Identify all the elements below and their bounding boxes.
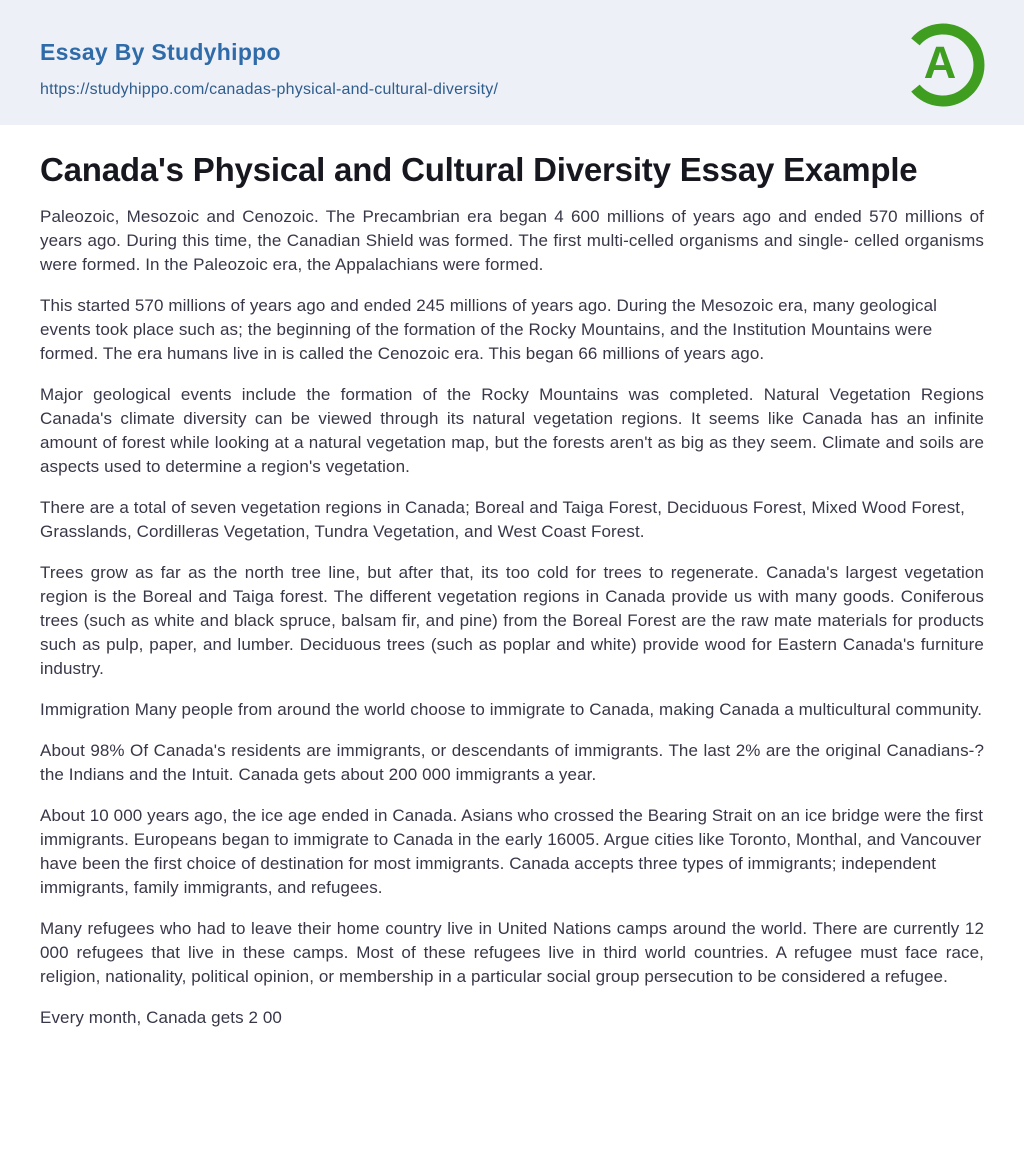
byline: Essay By Studyhippo (40, 39, 281, 66)
essay-paragraph: There are a total of seven vegetation regions in Canada; Boreal and Taiga Forest, Deciduous Forest, Mixed Wood Forest, Grasslands, Cordilleras Vegetation, Tundra Vegetation, and West Coast Forest. (40, 498, 965, 541)
studyhippo-logo (900, 18, 986, 110)
essay-paragraph: About 10 000 years ago, the ice age ended in Canada. Asians who crossed the Bearing Strait on an ice bridge were the first immigrants. Europeans began to immigrate to Canada in the early 16005. Argue cities like Toronto, Monthal, and Vancouver have been the first choice of destination for most immigrants. Canada accepts three types of immigrants; independent immigrants, family immigrants, and refugees. (40, 806, 984, 897)
header (0, 0, 1024, 125)
essay-paragraph: Immigration Many people from around the world choose to immigrate to Canada, making Canada a multicultural community. (40, 700, 983, 719)
essay-paragraph: Major geological events include the formation of the Rocky Mountains was completed. Natural Vegetation Regions Canada's climate diversity can be viewed through its natural vegetation regions. It seems like Canada has an infinite amount of forest while looking at a natural vegetation map, but the forests aren't as big as they seem. Climate and soils are aspects used to determine a region's vegetation. (40, 385, 984, 476)
essay-paragraph: Many refugees who had to leave their home country live in United Nations camps around the world. There are currently 12 000 refugees that live in these camps. Most of these refugees live in third world countries. A refugee must face race, religion, nationality, political opinion, or membership in a particular social group persecution to be considered a refugee. (40, 919, 984, 986)
essay-paragraph: About 98% Of Canada's residents are immigrants, or descendants of immigrants. The last 2% are the original Canadians-?the Indians and the Intuit. Canada gets about 200 000 immigrants a year. (40, 741, 984, 784)
page-title: Canada's Physical and Cultural Diversity Essay Example (40, 151, 918, 188)
essay-url-link[interactable]: https://studyhippo.com/canadas-physical-and-cultural-diversity/ (40, 80, 499, 98)
essay-paragraph: This started 570 millions of years ago and ended 245 millions of years ago. During the Mesozoic era, many geological events took place such as; the beginning of the formation of the Rocky Mountains, and the Institution Mountains were formed. The era humans live in is called the Cenozoic era. This began 66 millions of years ago. (40, 296, 938, 363)
header-text (40, 40, 498, 98)
essay-content (0, 151, 1024, 1030)
essay-paragraph: Paleozoic, Mesozoic and Cenozoic. The Precambrian era began 4 600 millions of years ago and ended 570 millions of years ago. During this time, the Canadian Shield was formed. The first multi-celled organisms and single- celled organisms were formed. In the Paleozoic era, the Appalachians were formed. (40, 207, 984, 274)
essay-paragraph: Every month, Canada gets 2 00 (40, 1008, 282, 1027)
logo-letter: A (923, 36, 957, 88)
essay-paragraph: Trees grow as far as the north tree line, but after that, its too cold for trees to regenerate. Canada's largest vegetation region is the Boreal and Taiga forest. The different vegetation regions in Canada provide us with many goods. Coniferous trees (such as white and black spruce, balsam fir, and pine) from the Boreal Forest are the raw mate materials for products such as pulp, paper, and lumber. Deciduous trees (such as poplar and white) provide wood for Eastern Canada's furniture industry. (40, 563, 984, 678)
